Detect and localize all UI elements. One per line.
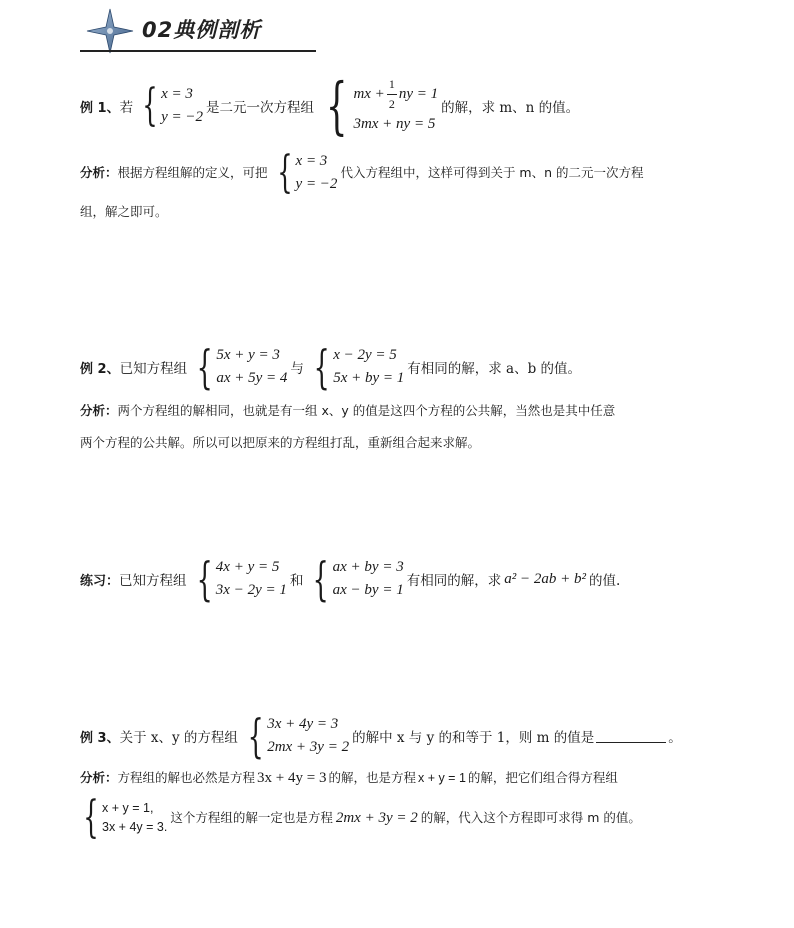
eq: 3x − 2y = 1 <box>215 582 287 598</box>
analysis-1-label: 分析： <box>80 165 118 180</box>
example-2-label: 例 2、 <box>80 361 120 377</box>
practice-post-2: 的值. <box>588 573 621 589</box>
eq: 2mx + 3y = 2 <box>267 739 350 755</box>
analysis-3-math-3: 2mx + 3y = 2 <box>335 810 418 826</box>
analysis-2 <box>80 395 700 459</box>
example-1-post: 的解，求 m、n 的值。 <box>441 100 580 116</box>
practice-pre: 已知方程组 <box>119 573 187 589</box>
analysis-1-text-1: 根据方程组解的定义，可把 <box>117 165 268 180</box>
analysis-3-text-1c: 的解，把它们组合得方程组 <box>467 770 618 785</box>
analysis-3-text-1b: 的解，也是方程 <box>328 770 416 785</box>
example-1-mid: 是二元一次方程组 <box>205 100 314 116</box>
analysis-1-text-2: 代入方程组中，这样可得到关于 m、n 的二元一次方程 <box>340 165 644 180</box>
frac-num: 1 <box>387 75 397 95</box>
example-1-system <box>317 69 439 142</box>
analysis-3-math-1: 3x + 4y = 3 <box>257 770 327 786</box>
analysis-2-text-1: 两个方程组的解相同，也就是有一组 x、y 的值是这四个方程的公共解，当然也是其中任意 <box>117 403 616 418</box>
brace: { <box>313 340 330 394</box>
analysis-3-text-1a: 方程组的解也必然是方程 <box>117 770 256 785</box>
analysis-3-math-2: x + y = 1 <box>417 771 466 785</box>
solution-y: y = −2 <box>295 176 338 192</box>
eq: ax + by = 3 <box>332 558 404 575</box>
brace: { <box>325 69 348 142</box>
practice-system-1 <box>190 552 287 606</box>
eq: 5x + y = 3 <box>216 346 280 363</box>
example-2-pre: 已知方程组 <box>119 361 188 377</box>
example-2-system-2 <box>307 340 405 394</box>
brace: { <box>196 552 213 606</box>
brace: { <box>142 80 158 131</box>
example-3-system <box>241 709 350 763</box>
four-point-star-icon <box>86 8 134 54</box>
eq2: 3mx + ny = 5 <box>353 116 436 133</box>
example-2-post: 有相同的解，求 a、b 的值。 <box>407 361 582 377</box>
example-3-label: 例 3、 <box>80 730 120 746</box>
solution-x: x = 3 <box>161 85 193 102</box>
example-2 <box>80 340 582 394</box>
eq1-part-a: mx + <box>353 85 385 102</box>
analysis-3-system <box>77 792 168 843</box>
example-3-post: 的解中 x 与 y 的和等于 1，则 m 的值是 <box>352 730 595 746</box>
eq: x + y = 1, <box>102 800 154 815</box>
analysis-2-label: 分析： <box>80 403 118 418</box>
analysis-1 <box>80 147 700 228</box>
eq: 3x + 4y = 3 <box>267 715 339 732</box>
eq: x − 2y = 5 <box>333 346 397 363</box>
analysis-1-text-3: 组，解之即可。 <box>80 204 168 219</box>
example-3 <box>80 709 682 763</box>
example-3-pre: 关于 x、y 的方程组 <box>119 730 238 746</box>
eq: 4x + y = 5 <box>215 558 280 575</box>
brace: { <box>312 552 330 606</box>
brace: { <box>83 792 99 843</box>
practice-post-1: 有相同的解，求 <box>406 573 502 589</box>
analysis-3-label: 分析： <box>80 770 118 785</box>
brace: { <box>196 340 213 394</box>
eq1-part-b: ny = 1 <box>398 85 439 102</box>
analysis-2-text-2: 两个方程的公共解。所以可以把原来的方程组打乱，重新组合起来求解。 <box>80 435 481 450</box>
eq: ax + 5y = 4 <box>216 370 288 386</box>
practice-system-2 <box>306 552 404 606</box>
analysis-3-text-2b: 的解，代入这个方程即可求得 m 的值。 <box>420 810 641 825</box>
example-2-system-1 <box>190 340 288 394</box>
brace: { <box>276 147 293 198</box>
section-title: 02典例剖析 <box>142 18 262 42</box>
answer-blank[interactable] <box>596 730 666 743</box>
practice-label: 练习： <box>80 573 120 589</box>
example-3-end: 。 <box>668 730 682 746</box>
section-header <box>80 8 320 54</box>
brace: { <box>247 709 264 763</box>
fraction-half <box>387 75 397 113</box>
eq: ax − by = 1 <box>332 582 404 598</box>
frac-den: 2 <box>388 96 395 111</box>
analysis-3-text-2a: 这个方程组的解一定也是方程 <box>170 810 333 825</box>
header-underline <box>80 50 316 52</box>
example-1 <box>80 69 580 142</box>
solution-y: y = −2 <box>161 109 203 125</box>
example-1-label: 例 1、 <box>80 100 120 116</box>
analysis-1-solution <box>271 147 338 198</box>
eq: 5x + by = 1 <box>333 370 405 386</box>
eq: 3x + 4y = 3. <box>102 820 168 834</box>
solution-x: x = 3 <box>295 152 328 169</box>
practice <box>80 552 621 606</box>
example-2-mid: 与 <box>290 361 304 377</box>
practice-mid: 和 <box>289 573 304 589</box>
practice-expression: a² − 2ab + b² <box>504 570 586 587</box>
example-1-pre: 若 <box>119 100 134 116</box>
example-1-solution <box>136 80 203 131</box>
analysis-3 <box>80 762 720 843</box>
